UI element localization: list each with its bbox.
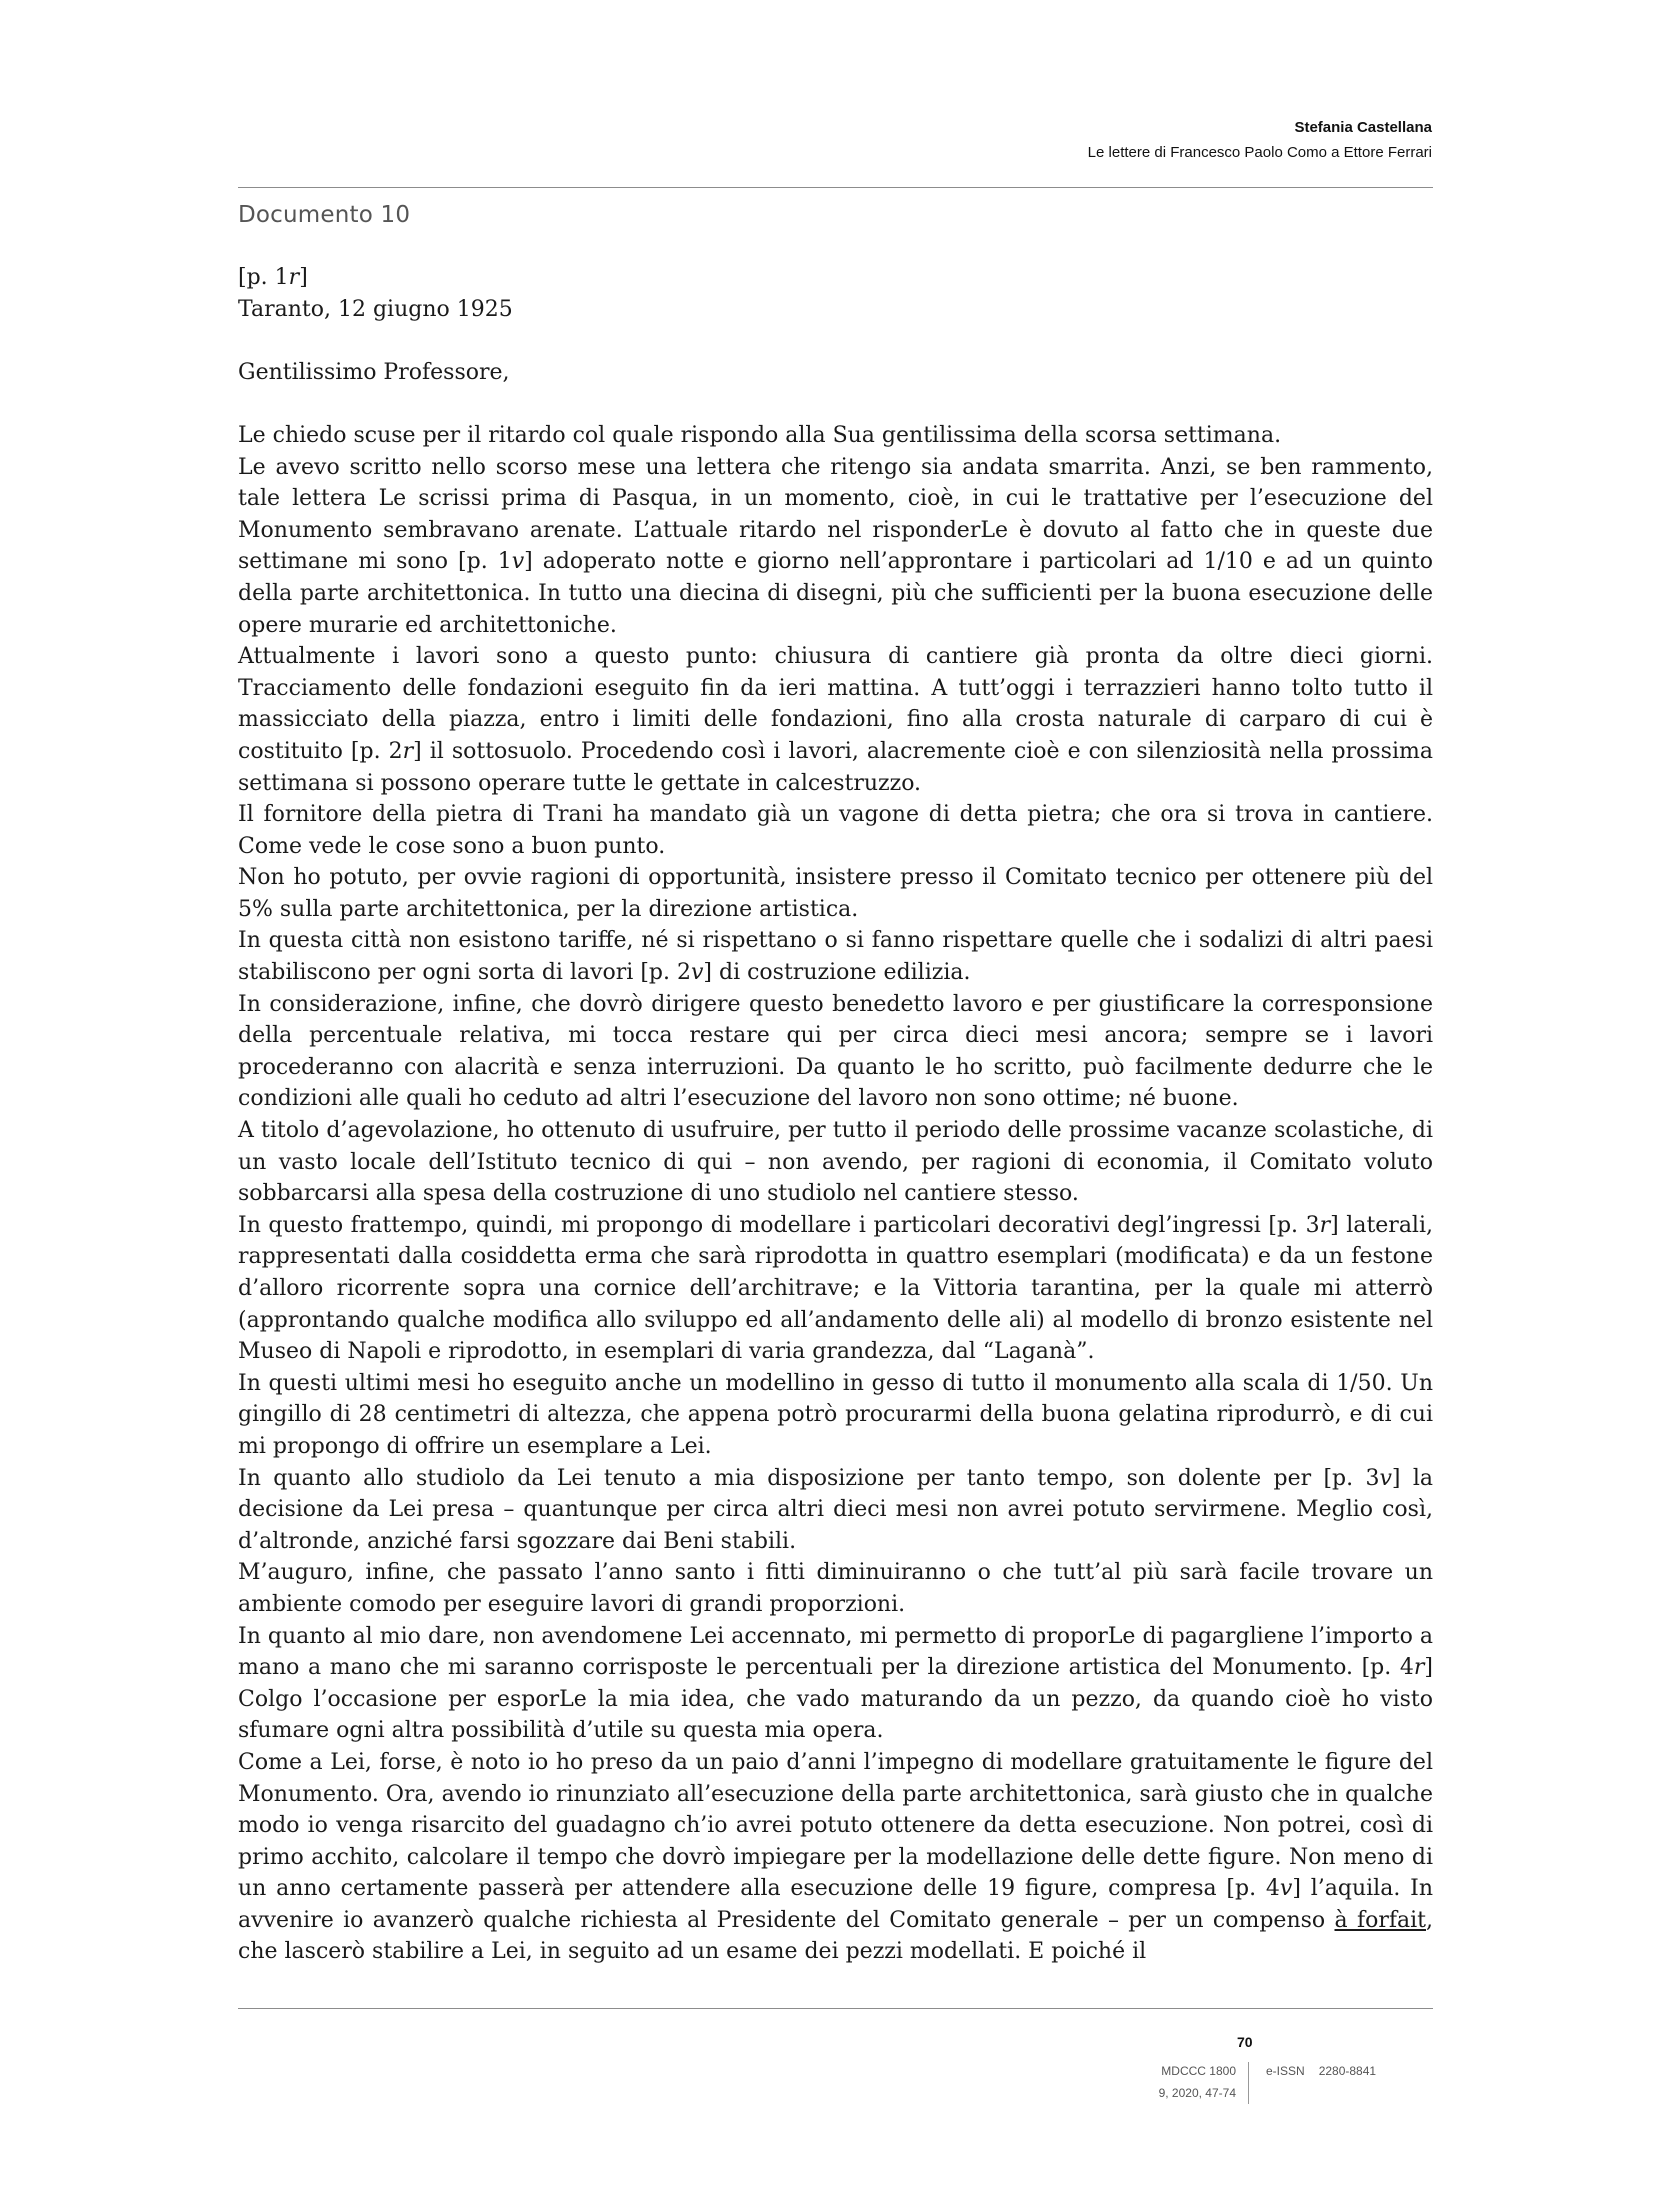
place-date: Taranto, 12 giugno 1925 [238,296,513,322]
journal-name: MDCCC 1800 [1161,2064,1236,2078]
paragraph-text: In questi ultimi mesi ho eseguito anche un modellino in gesso di tutto il monumento alla scala di 1/50. Un gingillo di 28 centimetri di altezza, che appena potrò procurarmi della buona gelatina riprodurrò, e di cui mi propongo di offrire un esemplare a Lei. [238,1370,1433,1459]
footer-journal-info [1159,2060,1236,2104]
page-reference-close: ] [299,265,308,290]
letter-paragraph [238,1368,1433,1463]
document-label: Documento 10 [238,202,411,228]
page-number: 70 [1237,2034,1253,2050]
footer-separator [1248,2062,1249,2104]
letter-paragraph [238,641,1433,799]
letter-paragraph [238,452,1433,642]
page-reference-side: v [511,549,525,575]
page-reference-open: [p. 1 [238,265,289,290]
letter-paragraph [238,989,1433,1115]
paragraph-text: Il fornitore della pietra di Trani ha mandato già un vagone di detta pietra; che ora si trova in cantiere. Come vede le cose sono a buon punto. [238,802,1433,859]
paragraph-text: In quanto al mio dare, non avendomene Lei accennato, mi permetto di proporLe di pagargliene l’importo a mano a mano che mi saranno corrisposte le percentuali per la direzione artistica del Monumento. [p. 4 [238,1623,1433,1681]
paragraph-text: In considerazione, infine, che dovrò dirigere questo benedetto lavoro e per giustificare la corresponsione della percentuale relativa, mi tocca restare qui per circa dieci mesi ancora; sempre se i lavori procederanno con alacrità e senza interruzioni. Da quanto le ho scritto, può facilmente dedurre che le condizioni alle quali ho ceduto ad altri l’esecuzione del lavoro non sono ottime; né buone. [238,991,1433,1112]
paragraph-text: In questo frattempo, quindi, mi propongo di modellare i particolari decorativi degl’ingressi [p. 3 [238,1212,1320,1238]
letter-paragraph [238,925,1433,988]
letter-paragraph [238,799,1433,862]
letter-paragraph [238,1621,1433,1747]
paragraph-text: ] l’aquila. In avvenire io avanzerò qualche richiesta al Presidente del Comitato generale – per un compenso [238,1876,1433,1933]
letter-paragraph [238,1747,1433,1968]
paragraph-text: Come a Lei, forse, è noto io ho preso da un paio d’anni l’impegno di modellare gratuitamente le figure del Monumento. Ora, avendo io rinunziato all’esecuzione della parte architettonica, sarà giusto che in qualche modo io venga risarcito del guadagno ch’io avrei potuto ottenere da detta esecuzione. Non potrei, così di primo acchito, calcolare il tempo che dovrò impiegare per la modellazione delle dette figure. Non meno di un anno certamente passerà per attendere alla esecuzione delle 19 figure, compresa [p. 4 [238,1749,1433,1902]
header-divider [238,187,1433,188]
letter-body [238,262,1433,1968]
paragraph-text: , che lascerò stabilire a Lei, in seguito ad un esame dei pezzi modellati. E poiché il [238,1907,1433,1965]
paragraph-text: Non ho potuto, per ovvie ragioni di opportunità, insistere presso il Comitato tecnico per ottenere più del 5% sulla parte architettonica, per la direzione artistica. [238,865,1433,922]
page-reference-side: v [1379,1465,1392,1491]
page-reference-side: r [1413,1655,1425,1681]
page-reference-side: v [1279,1876,1293,1902]
letter-paragraphs [238,420,1433,1968]
page-reference [238,262,1433,294]
issn-label: e-ISSN [1266,2064,1305,2078]
letter-paragraph [238,1115,1433,1210]
running-header-author: Stefania Castellana [1294,119,1432,136]
paragraph-text: ] la decisione da Lei presa – quantunque per circa altri dieci mesi non avrei potuto servirmene. Meglio così, d’altronde, anziché farsi sgozzare dai Beni stabili. [238,1465,1433,1554]
paragraph-text: Attualmente i lavori sono a questo punto: chiusura di cantiere già pronta da oltre dieci giorni. Tracciamento delle fondazioni eseguito fin da ieri mattina. A tutt’oggi i terrazzieri hanno tolto tutto il massicciato della piazza, entro i limiti delle fondazioni, fino alla crosta naturale di carparo di cui è costituito [p. 2 [238,644,1433,764]
footer-divider [238,2008,1433,2009]
journal-issue: 9, 2020, 47-74 [1158,2086,1236,2100]
paragraph-text: ] il sottosuolo. Procedendo così i lavori, alacremente cioè e con silenziosità nella prossima settimana si possono operare tutte le gettate in calcestruzzo. [238,738,1433,796]
paragraph-text: ] Colgo l’occasione per esporLe la mia idea, che vado maturando da un pezzo, da quando cioè ho visto sfumare ogni altra possibilità d’utile su questa mia opera. [238,1655,1433,1744]
paragraph-text: Le chiedo scuse per il ritardo col quale rispondo alla Sua gentilissima della scorsa settimana. [238,422,1282,448]
page-reference-side: r [1319,1212,1331,1238]
issn-number: 2280-8841 [1318,2064,1377,2078]
paragraph-text: In questa città non esistono tariffe, né si rispettano o si fanno rispettare quelle che i sodalizi di altri paesi stabiliscono per ogni sorta di lavori [p. 2 [238,928,1433,986]
page-reference-side: r [402,738,414,764]
running-header [1088,115,1432,165]
letter-paragraph [238,420,1433,452]
paragraph-text: In quanto allo studiolo da Lei tenuto a mia disposizione per tanto tempo, son dolente per [p. 3 [238,1465,1380,1491]
paragraph-text: Le avevo scritto nello scorso mese una lettera che ritengo sia andata smarrita. Anzi, se ben rammento, tale lettera Le scrissi prima di Pasqua, in un momento, cioè, in cui le trattative per l’esecuzione del Monumento sembravano arenate. L’attuale ritardo nel risponderLe è dovuto al fatto che in queste due settimane mi sono [p. 1 [238,454,1433,575]
paragraph-text: M’auguro, infine, che passato l’anno santo i fitti diminuiranno o che tutt’al più sarà facile trovare un ambiente comodo per eseguire lavori di grandi proporzioni. [238,1560,1433,1617]
salutation: Gentilissimo Professore, [238,359,510,385]
letter-paragraph [238,862,1433,925]
page-reference-side: v [690,960,704,986]
footer-issn [1266,2060,1376,2082]
letter-paragraph [238,1463,1433,1558]
underlined-text: à forfait [1334,1907,1426,1933]
paragraph-text: ] di costruzione edilizia. [703,960,971,986]
paragraph-text: ] adoperato notte e giorno nell’approntare i particolari ad 1/10 e ad un quinto della parte architettonica. In tutto una diecina di disegni, più che sufficienti per la buona esecuzione delle opere murarie ed architettoniche. [238,549,1433,638]
running-header-title: Le lettere di Francesco Paolo Como a Ettore Ferrari [1087,144,1432,161]
paragraph-text: ] laterali, rappresentati dalla cosiddetta erma che sarà riprodotta in quattro esemplari (modificata) e da un festone d’alloro ricorrente sopra una cornice dell’architrave; e la Vittoria tarantina, per la quale mi atterrò (approntando qualche modifica allo sviluppo ed all’andamento delle ali) al modello di bronzo esistente nel Museo di Napoli e riprodotto, in esemplari di varia grandezza, dal “Laganà”. [238,1212,1434,1365]
paragraph-text: A titolo d’agevolazione, ho ottenuto di usufruire, per tutto il periodo delle prossime vacanze scolastiche, di un vasto locale dell’Istituto tecnico di qui – non avendo, per ragioni di economia, il Comitato voluto sobbarcarsi alla spesa della costruzione di uno studiolo nel cantiere stesso. [238,1118,1433,1207]
page-reference-side: r [288,265,300,290]
letter-paragraph [238,1557,1433,1620]
letter-paragraph [238,1210,1433,1368]
